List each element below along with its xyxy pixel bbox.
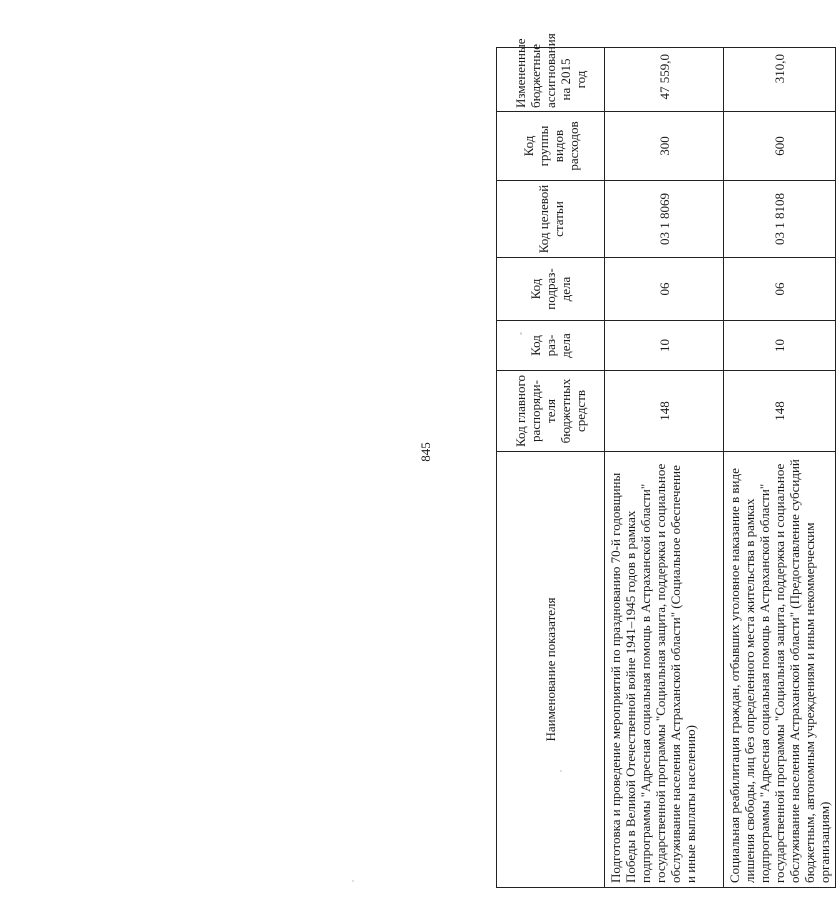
table-header-row: [497, 48, 605, 888]
row-podrazdel: 06: [724, 258, 836, 321]
row-sum: 310,0: [724, 48, 836, 112]
budget-table-rotated: [496, 33, 832, 888]
header-target-article-code: Код целевой статьи: [497, 181, 605, 258]
row-razdel: 10: [724, 321, 836, 371]
row-grbs: 148: [605, 371, 724, 452]
row-csr: 03 1 8069: [605, 181, 724, 258]
row-vr: 300: [605, 112, 724, 181]
row-name: Подготовка и проведение мероприятий по празднованию 70-й годовщины Победы в Великой Отечественной войне 1941–1945 годов в рамках подпрограммы "Адресная социальная помощь в Астраханской области" государственной программы "Социальная защита, поддержка и социальное обслуживание населения Астраханской области" (Социальное обеспечение и иные выплаты населению): [605, 452, 724, 888]
row-csr: 03 1 8108: [724, 181, 836, 258]
header-name: Наименование показателя: [497, 452, 605, 888]
scan-speck: [352, 880, 354, 882]
row-grbs: 148: [724, 371, 836, 452]
table-row: [605, 48, 724, 888]
table-row: [724, 48, 836, 888]
row-sum: 47 559,0: [605, 48, 724, 112]
header-budget-allocation: Измененные бюджетные ассигнования на 2015 год: [497, 48, 605, 112]
row-vr: 600: [724, 112, 836, 181]
header-podrazdel-code: Код подраз-дела: [497, 258, 605, 321]
row-name: Социальная реабилитация граждан, отбывших уголовное наказание в виде лишения свободы, лиц без определенного места жительства в рамках подпрограммы "Адресная социальная помощь в Астраханской области" государственной программы "Социальная защита, поддержка и социальное обслуживание населения Астраханской области" (Предоставление субсидий бюджетным, автономным учреждениям и иным некоммерческим организациям): [724, 452, 836, 888]
page-number: 845: [418, 442, 433, 462]
header-grbs-code: Код главного распоряди-теля бюджетных средств: [497, 371, 605, 452]
row-razdel: 10: [605, 321, 724, 371]
row-podrazdel: 06: [605, 258, 724, 321]
header-expense-group-code: Код группы видов расходов: [497, 112, 605, 181]
budget-table: [496, 33, 836, 888]
header-razdel-code: Код раз-дела: [497, 321, 605, 371]
